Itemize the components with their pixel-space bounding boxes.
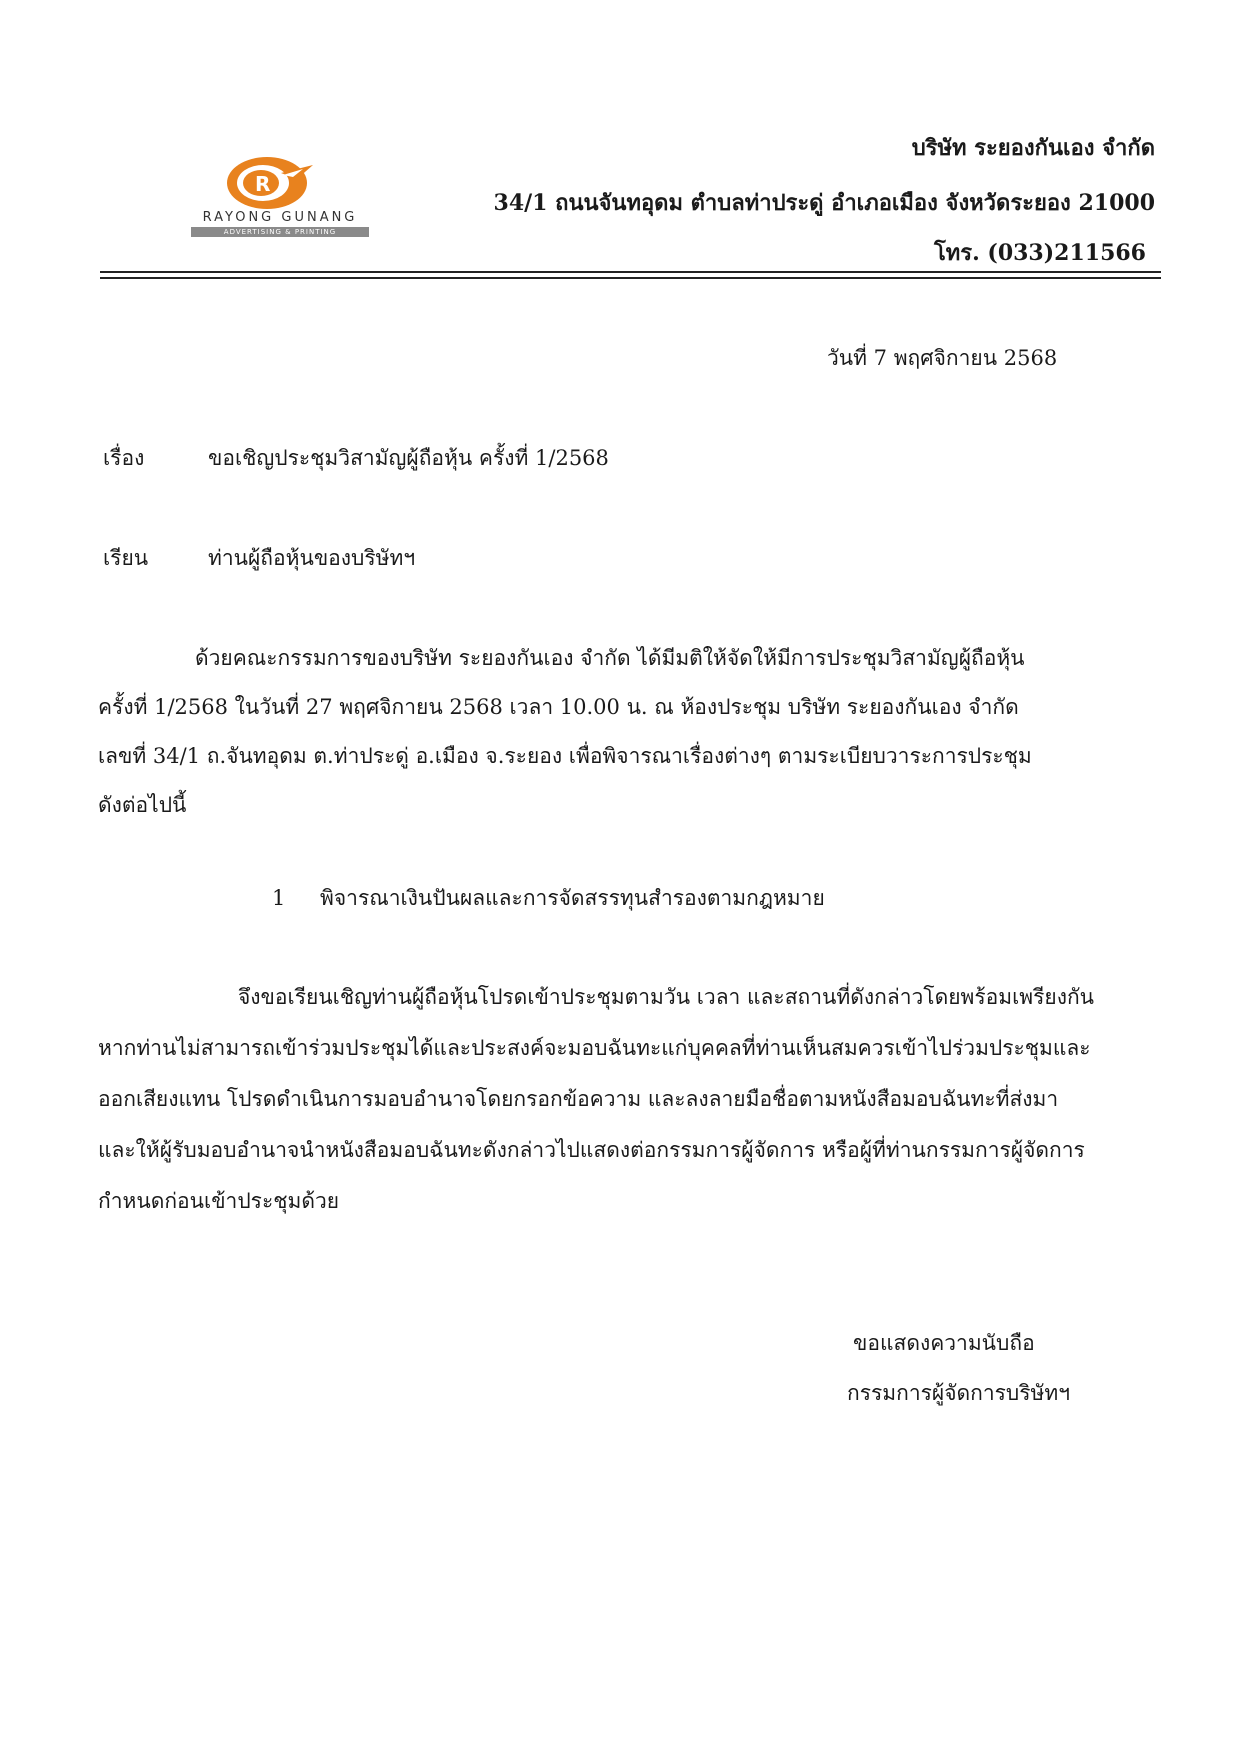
agenda-number: 1 (272, 886, 286, 910)
logo-tagline: ADVERTISING & PRINTING (191, 227, 369, 237)
company-address: 34/1 ถนนจันทอุดม ตำบลท่าประดู่ อำเภอเมือง จังหวัดระยอง 21000 (493, 190, 1155, 216)
paragraph2-line: จึงขอเรียนเชิญท่านผู้ถือหุ้นโปรดเข้าประชุมตามวัน เวลา และสถานที่ดังกล่าวโดยพร้อมเพรียงกัน (238, 985, 1095, 1009)
paragraph2-line: กำหนดก่อนเข้าประชุมด้วย (98, 1189, 340, 1213)
paragraph2-line: และให้ผู้รับมอบอำนาจนำหนังสือมอบฉันทะดังกล่าวไปแสดงต่อกรรมการผู้จัดการ หรือผู้ที่ท่านกรรมการผู้จัดการ (98, 1138, 1085, 1162)
subject-label: เรื่อง (103, 446, 145, 470)
company-name: บริษัท ระยองกันเอง จำกัด (911, 135, 1155, 161)
logo-mark-icon (185, 155, 375, 211)
paragraph2-line: หากท่านไม่สามารถเข้าร่วมประชุมได้และประสงค์จะมอบฉันทะแก่บุคคลที่ท่านเห็นสมควรเข้าไปร่วมประชุมและ (98, 1036, 1091, 1060)
recipient-label: เรียน (103, 546, 149, 570)
paragraph1-line: เลขที่ 34/1 ถ.จันทอุดม ต.ท่าประดู่ อ.เมือง จ.ระยอง เพื่อพิจารณาเรื่องต่างๆ ตามระเบียบวาระการประชุม (98, 744, 1032, 768)
closing-signer: กรรมการผู้จัดการบริษัทฯ (847, 1381, 1071, 1405)
header-divider-bottom (100, 277, 1161, 279)
letter-date: วันที่ 7 พฤศจิกายน 2568 (827, 346, 1058, 370)
paragraph2-line: ออกเสียงแทน โปรดดำเนินการมอบอำนาจโดยกรอกข้อความ และลงลายมือชื่อตามหนังสือมอบฉันทะที่ส่งมา (98, 1087, 1059, 1111)
paragraph1-line: ด้วยคณะกรรมการของบริษัท ระยองกันเอง จำกัด ได้มีมติให้จัดให้มีการประชุมวิสามัญผู้ถือหุ้น (195, 646, 1025, 670)
paragraph1-line: ดังต่อไปนี้ (98, 793, 187, 817)
svg-text:R: R (255, 172, 271, 196)
agenda-text: พิจารณาเงินปันผลและการจัดสรรทุนสำรองตามกฎหมาย (320, 886, 825, 910)
subject-text: ขอเชิญประชุมวิสามัญผู้ถือหุ้น ครั้งที่ 1/2568 (208, 446, 609, 470)
company-phone: โทร. (033)211566 (933, 240, 1146, 266)
company-logo (185, 155, 375, 237)
closing-regards: ขอแสดงความนับถือ (853, 1331, 1035, 1355)
logo-wordmark: RAYONG GUNANG (202, 210, 358, 225)
recipient-text: ท่านผู้ถือหุ้นของบริษัทฯ (208, 546, 416, 570)
header-divider-top (100, 271, 1161, 273)
paragraph1-line: ครั้งที่ 1/2568 ในวันที่ 27 พฤศจิกายน 2568 เวลา 10.00 น. ณ ห้องประชุม บริษัท ระยองกันเอง จำกัด (98, 695, 1019, 719)
